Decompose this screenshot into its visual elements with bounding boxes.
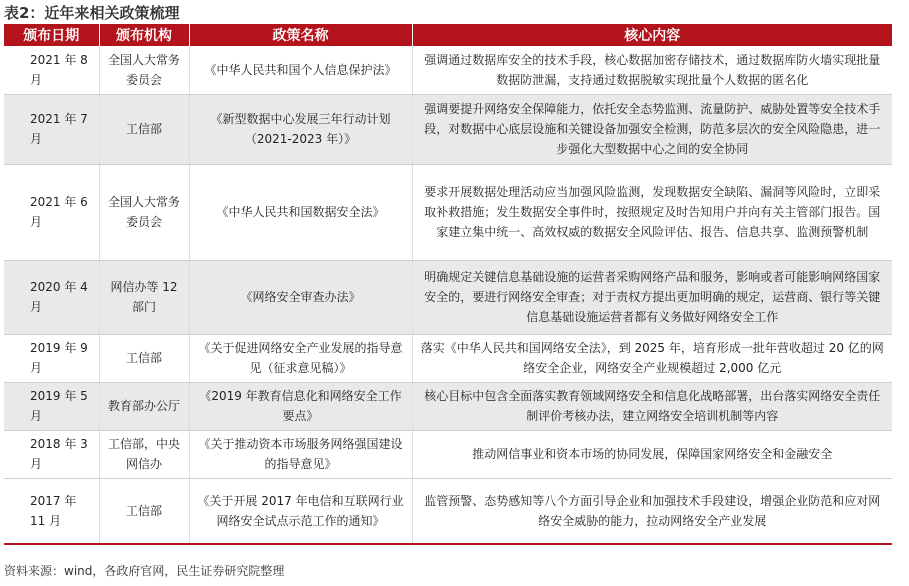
cell-content: 监管预警、态势感知等八个方面引导企业和加强技术手段建设，增强企业防范和应对网络安全威胁的能力，拉动网络安全产业发展 [412, 478, 892, 544]
cell-org: 教育部办公厅 [99, 382, 189, 430]
cell-org: 工信部 [99, 478, 189, 544]
cell-content: 要求开展数据处理活动应当加强风险监测，发现数据安全缺陷、漏洞等风险时，立即采取补救措施；发生数据安全事件时，按照规定及时告知用户并向有关主管部门报告。国家建立集中统一、高效权威的数据安全风险评估、报告、信息共享、监测预警机制 [412, 164, 892, 260]
cell-org: 工信部，中央网信办 [99, 430, 189, 478]
cell-content: 推动网信事业和资本市场的协同发展，保障国家网络安全和金融安全 [412, 430, 892, 478]
cell-content: 落实《中华人民共和国网络安全法》，到 2025 年，培育形成一批年营收超过 20 亿的网络安全企业，网络安全产业规模超过 2,000 亿元 [412, 334, 892, 382]
table-title: 表2：近年来相关政策梳理 [4, 4, 180, 22]
cell-date: 2021 年 7 月 [4, 94, 99, 164]
cell-policy: 《中华人民共和国数据安全法》 [189, 164, 412, 260]
cell-policy: 《关于促进网络安全产业发展的指导意见（征求意见稿）》 [189, 334, 412, 382]
cell-date: 2021 年 6 月 [4, 164, 99, 260]
table-row [4, 382, 892, 430]
cell-date: 2021 年 8 月 [4, 46, 99, 94]
table-row [4, 46, 892, 94]
cell-policy: 《中华人民共和国个人信息保护法》 [189, 46, 412, 94]
cell-policy: 《关于推动资本市场服务网络强国建设的指导意见》 [189, 430, 412, 478]
cell-org: 工信部 [99, 94, 189, 164]
table-row [4, 430, 892, 478]
table-row [4, 260, 892, 334]
cell-org: 网信办等 12 部门 [99, 260, 189, 334]
source-note: 资料来源：wind，各政府官网，民生证券研究院整理 [4, 564, 285, 578]
cell-org: 工信部 [99, 334, 189, 382]
cell-org: 全国人大常务委员会 [99, 164, 189, 260]
cell-date: 2019 年 5 月 [4, 382, 99, 430]
cell-content: 核心目标中包含全面落实教育领域网络安全和信息化战略部署，出台落实网络安全责任制评价考核办法，建立网络安全培训机制等内容 [412, 382, 892, 430]
table-row [4, 94, 892, 164]
cell-date: 2019 年 9 月 [4, 334, 99, 382]
cell-date: 2020 年 4 月 [4, 260, 99, 334]
cell-org: 全国人大常务委员会 [99, 46, 189, 94]
table-row [4, 334, 892, 382]
policy-table [4, 24, 892, 545]
cell-policy: 《关于开展 2017 年电信和互联网行业网络安全试点示范工作的通知》 [189, 478, 412, 544]
table-header [4, 24, 892, 46]
table-row [4, 164, 892, 260]
cell-date: 2017 年 11 月 [4, 478, 99, 544]
header-policy: 政策名称 [189, 24, 412, 46]
cell-policy: 《网络安全审查办法》 [189, 260, 412, 334]
cell-date: 2018 年 3 月 [4, 430, 99, 478]
cell-content: 强调通过数据库安全的技术手段，核心数据加密存储技术，通过数据库防火墙实现批量数据防泄漏，支持通过数据脱敏实现批量个人数据的匿名化 [412, 46, 892, 94]
header-content: 核心内容 [412, 24, 892, 46]
table-row [4, 478, 892, 544]
header-date: 颁布日期 [4, 24, 99, 46]
header-org: 颁布机构 [99, 24, 189, 46]
cell-policy: 《2019 年教育信息化和网络安全工作要点》 [189, 382, 412, 430]
cell-policy: 《新型数据中心发展三年行动计划（2021-2023 年）》 [189, 94, 412, 164]
cell-content: 明确规定关键信息基础设施的运营者采购网络产品和服务，影响或者可能影响网络国家安全的，要进行网络安全审查；对于责权方提出更加明确的规定，运营商、银行等关键信息基础设施运营者都有义务做好网络安全工作 [412, 260, 892, 334]
cell-content: 强调要提升网络安全保障能力，依托安全态势监测、流量防护、威胁处置等安全技术手段，对数据中心底层设施和关键设备加强安全检测，防范多层次的安全风险隐患，进一步强化大型数据中心之间的安全协同 [412, 94, 892, 164]
